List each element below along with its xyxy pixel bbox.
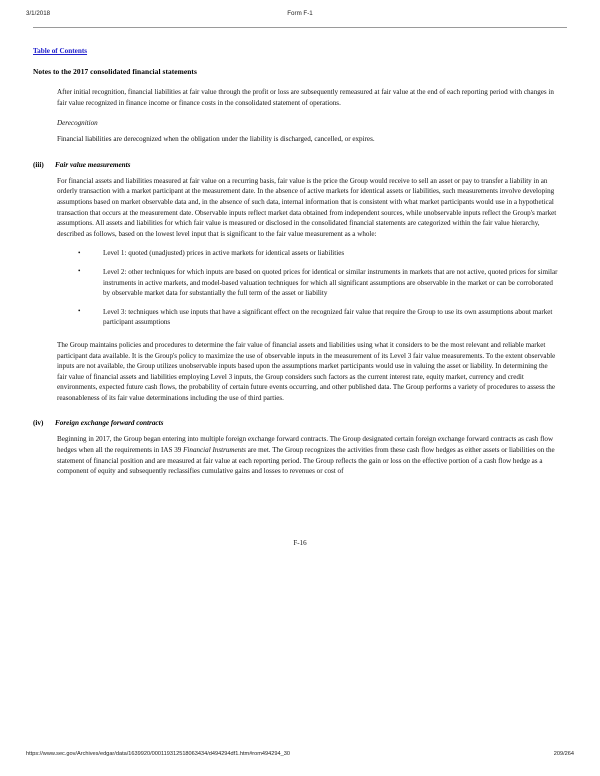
print-header-title: Form F-1 [287,10,313,17]
bullet-icon: • [78,248,81,257]
section-heading-iii [33,161,567,169]
paragraph-after-initial-recognition: After initial recognition, financial liabilities at fair value through the profit or loss are subsequently remeasured at fair value at the end of each reporting period with changes in fair value recognized in finance income or finance costs in the consolidated statement of operations. [57,88,554,107]
document-body [33,40,567,477]
list-item [33,307,561,328]
bullet-icon: • [78,267,81,276]
header-divider-rule [33,27,567,28]
print-footer-url: https://www.sec.gov/Archives/edgar/data/1639920/000119312518063434/d494294df1.htm#rom494294_30 [26,751,290,757]
list-item-label: Level 2: other techniques for which inputs are based on quoted prices for identical or similar instruments in markets that are not active, quoted prices for similar instruments in active markets, and model-based valuation techniques for which all significant assumptions are observable in the market or can be corroborated by observable market data for substantially the full term of the asset or liability [103,267,558,298]
intro-block [57,87,557,145]
fx-standard-name: Financial Instruments [183,446,246,455]
browser-print-header [0,10,600,24]
list-item-label: Level 1: quoted (unadjusted) prices in active markets for identical assets or liabilities [103,249,345,258]
section-number-iii: (iii) [33,160,44,169]
list-item [33,248,561,259]
paragraph-fx-forward-contracts [57,434,557,476]
fx-paragraph-part2: are met. The Group recognizes the activities from these cash flow hedges as either assets or liabilities on the statement of financial position and are measured at fair value at each reporting period. The Group reflects the gain or loss on the effective portion of a cash flow hedge as a component of equity and subsequently reclassifies cumulative gains and losses to revenues or cost of [57,446,555,476]
document-page-number: F-16 [293,539,307,547]
paragraph-group-policies: The Group maintains policies and procedures to determine the fair value of financial assets and liabilities using what it considers to be the most relevant and reliable market participant data available. It is the Group's policy to maximize the use of observable inputs in the measurement of its Level 3 fair value measurements. To the extent observable inputs are not available, the Group utilizes unobservable inputs based upon the assumptions market participants would use in valuing the asset or liability. In determining the fair value of financial assets and liabilities employing Level 3 inputs, the Group considers such factors as the current interest rate, equity market, currency and credit environments, expected future cash flows, the probability of certain future events occurring, and other published data. The Group performs a variety of procedures to assess the reasonableness of its fair value determinations including the use of third parties. [57,340,556,402]
fair-value-hierarchy-list [33,248,567,328]
page-title: Notes to the 2017 consolidated financial statements [33,67,197,76]
paragraph-derecognition: Financial liabilities are derecognized when the obligation under the liability is discharged, cancelled, or expires. [57,135,375,144]
section-iii-body [57,176,557,240]
fx-paragraph-part1: Beginning in 2017, the Group began entering into multiple foreign exchange forward contracts. The Group designated certain foreign exchange forward contracts as cash flow hedges when all the requirements in IAS 39 [57,435,554,455]
section-iv-body [57,434,557,476]
section-title-iii: Fair value measurements [55,160,131,169]
derecognition-heading: Derecognition [57,119,98,128]
section-number-iv: (iv) [33,419,44,428]
section-heading-iv [33,419,567,427]
list-item [33,267,561,299]
print-footer-page-counter: 209/264 [553,751,574,757]
section-iii-closing [57,340,557,404]
section-title-iv: Foreign exchange forward contracts [55,419,164,428]
list-item-label: Level 3: techniques which use inputs that have a significant effect on the recognized fair value that require the Group to use its own assumptions about market participant assumptions [103,307,553,327]
table-of-contents-link[interactable]: Table of Contents [33,47,88,55]
print-header-date: 3/1/2018 [26,10,51,17]
paragraph-fair-value-intro: For financial assets and liabilities measured at fair value on a recurring basis, fair value is the price the Group would receive to sell an asset or pay to transfer a liability in an orderly transaction with a market participant at the measurement date. In the absence of active markets for identical assets or liabilities, such measurements involve developing assumptions based on market observable data and, in the absence of such data, internal information that is consistent with what market participants would use in a hypothetical transaction that occurs at the measurement date. Observable inputs reflect market data obtained from independent sources, while unobservable inputs reflect the Group's market assumptions. All assets and liabilities for which fair value is measured or disclosed in the consolidated financial statements are categorized within the fair value hierarchy, described as follows, based on the lowest level input that is significant to the fair value measurement as a whole: [57,176,557,238]
bullet-icon: • [78,307,81,316]
browser-print-footer [0,751,600,763]
